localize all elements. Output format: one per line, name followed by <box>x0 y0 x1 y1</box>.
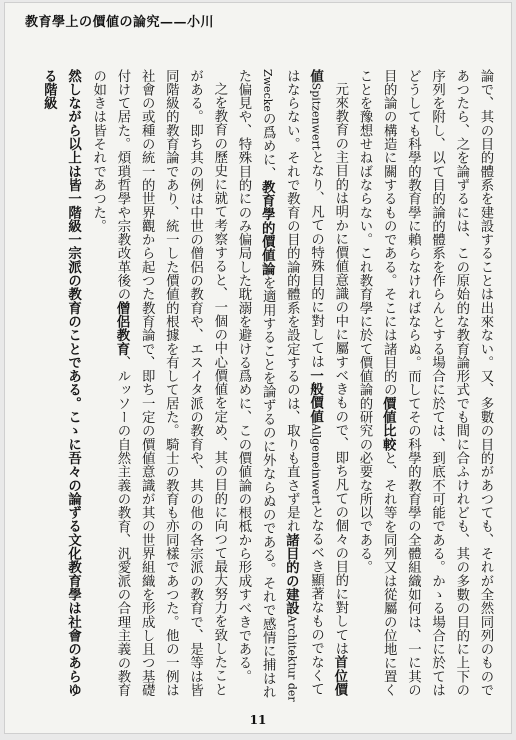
text-run: の爲めに、 <box>260 111 276 181</box>
bold-term: 教育學的價値論 <box>259 180 276 276</box>
bold-text-run: 然しながら以上は皆一階級一宗派の教育のことである。こゝに吾々の論ずる文化教育學は社會のあらゆる階級 <box>41 69 82 697</box>
book-page <box>4 2 512 734</box>
bold-term: 一般價値 <box>307 368 324 424</box>
paragraph-2 <box>231 69 352 705</box>
paragraph-1 <box>352 69 497 705</box>
latin-term: Spitzenwert <box>309 82 323 151</box>
text-run: 之を教育の歷史に就て考察すると、一個の中心價値を定め、其の目的に向つて最大努力を致したことがある。即ち其の例は中世の僧侶の教育や、エスイタ派の教育や、其の他の各宗派の教育で、是等は皆同階級的教育論であり、統一した價値的根據を有して居た。騎士の教育も亦同樣であつた。他の一例は社會の或種の統一的世界觀から起つた教育論で、即ち一定の價値意識が其の世界組織を形成し且つ基礎付けて居た。煩瑣哲學や宗教改革後の <box>114 69 227 697</box>
bold-term: 僧侶教育 <box>113 301 130 356</box>
text-run: を適用することを論ずるのに外ならぬのである。それで感情に捕はれた偏見や、特殊目的にのみ偏局した耽溺を避ける爲めに、この價値論の根柢から形成すべきである。 <box>235 69 276 699</box>
text-run: 論で、其の目的體系を建設することは出來ない。又、多數の目的があつても、それが全然同列のものであつたら、之を論ずるには、この原始的な教育論形式でも間に合ふけれども、其の多數の目的に上下の序列を附し、以て目的論的體系を作らんとする場合に於ては、到底不可能である。かゝる場合に於てはどうしても科學的教育學に賴らなければならぬ。而してその科學的教育學の全體組織如何は、一に其の目的論の構造に關するものである。そこには諸目的の <box>381 69 493 697</box>
text-run: と、それ等を同列又は從屬の位地に置くことを豫想せねばならない。これ教育學に於て價値論的研究の必要な所以である。 <box>356 69 397 697</box>
vertical-body-text <box>33 69 497 705</box>
page-number: 11 <box>249 713 267 727</box>
bold-term: 諸目的の建設 <box>283 533 300 616</box>
paragraph-3 <box>86 69 231 705</box>
paragraph-4 <box>37 69 85 705</box>
latin-term: Allgemeinwert <box>309 423 323 505</box>
text-run: 元來教育の主目的は明かに價値意識の中に屬すべきもので、即ち凡ての個々の目的に對しては <box>332 82 348 656</box>
text-run: 、ルッソーの自然主義の教育、汎愛派の合理主義の教育の如きは皆それであつた。 <box>90 69 130 697</box>
bold-term: 價値比較 <box>380 396 397 452</box>
bold-term: 首位價値 <box>307 69 348 697</box>
latin-term: Architektur der Zwecke <box>261 69 299 702</box>
text-run: となるべき顯著なものでなくてはならない。それで教育の目的論的體系を設定するのは、取りも直さず是れ <box>284 69 324 696</box>
text-run: となり、凡ての特殊目的に對しては <box>308 150 324 369</box>
running-head: 教育學上の價値の論究——小川 <box>25 15 215 30</box>
